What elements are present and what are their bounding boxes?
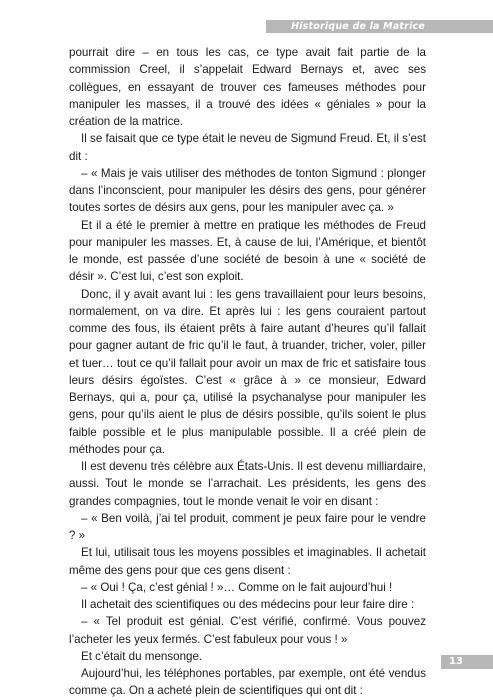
running-header-title: Historique de la Matrice: [291, 21, 425, 32]
paragraph-13: Aujourd’hui, les téléphones portables, par exemple, ont été vendus comme ça. On a acheté plein de scientifiques qui ont dit :: [69, 667, 426, 698]
paragraph-4: Et il a été le premier à mettre en pratique les méthodes de Freud pour manipuler les masses. Et, à cause de lui, l’Amérique, et bientôt le monde, est passée d’une société de besoin à une « société de désir ». C’est lui, c’est son exploit.: [69, 218, 426, 284]
paragraph-12: Et c’était du mensonge.: [81, 649, 203, 663]
paragraph-1: pourrait dire – en tous les cas, ce type avait fait partie de la commission Creel, il s’appelait Edward Bernays et, avec ses collègues, en essayant de trouver ces fameuses méthodes pour manipuler les masses, il a trouvé des idées « géniales » pour la création de la matrice.: [69, 46, 426, 128]
paragraph-6: Il est devenu très célèbre aux États-Unis. Il est devenu milliardaire, aussi. Tout le monde se l’arrachait. Les présidents, les gens des grandes compagnies, tout le monde venait le voir en disant :: [69, 460, 426, 508]
paragraph-3: – « Mais je vais utiliser des méthodes de tonton Sigmund : plonger dans l’inconscient, pour manipuler les désirs des gens, pour générer toutes sortes de désirs aux gens, pour les manipuler avec ça. »: [69, 166, 426, 215]
paragraph-5: Donc, il y avait avant lui : les gens travaillaient pour leurs besoins, normalement, on va dire. Et après lui : les gens couraient partout comme des fous, ils étaient prêts à faire autant d’heures qu’il fallait pour gagner autant de fric qu’il le faut, à truander, tricher, voler, piller et tuer… tout ce qu’il fallait pour avoir un max de fric et satisfaire tous leurs désirs égoïstes. C’est « grâce à » ce monsieur, Edward Bernays, qui a, pour ça, utilisé la psychanalyse pour manipuler les gens, pour qu’ils aient le plus de désirs possible, qu’ils soient le plus faible possible et le plus manipulable possible. Il a créé plein de méthodes pour ça.: [69, 287, 426, 456]
paragraph-9: – « Oui ! Ça, c’est génial ! »… Comme on le fait aujourd’hui !: [81, 580, 393, 594]
paragraph-2: Il se faisait que ce type était le neveu de Sigmund Freud. Et, il s’est dit :: [69, 132, 426, 163]
paragraph-7: – « Ben voilà, j’ai tel produit, comment je peux faire pour le vendre ? »: [69, 511, 426, 542]
paragraph-10: Il achetait des scientifiques ou des médecins pour leur faire dire :: [81, 598, 415, 611]
paragraph-8: Et lui, utilisait tous les moyens possibles et imaginables. Il achetait même des gens pour que ces gens disent :: [69, 546, 426, 577]
body-text: [69, 44, 426, 700]
paragraph-11: – « Tel produit est génial. C’est vérifié, confirmé. Vous pouvez l’acheter les yeux fermés. C’est fabuleux pour vous ! »: [69, 615, 426, 646]
page-number: 13: [449, 656, 463, 667]
